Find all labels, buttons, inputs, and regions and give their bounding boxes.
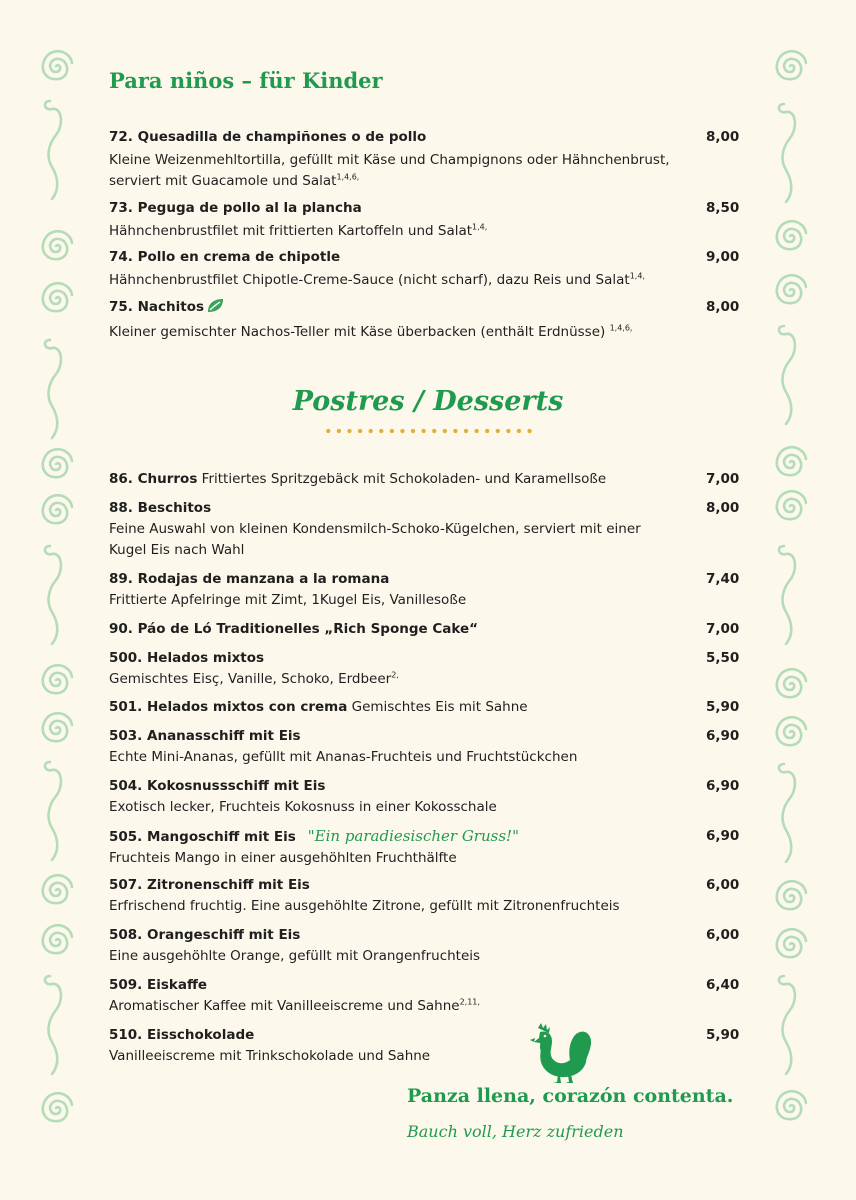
item-tagline: "Ein paradiesischer Gruss!" bbox=[307, 827, 519, 845]
item-name: 503. Ananasschiff mit Eis bbox=[109, 728, 301, 744]
item-name: 509. Eiskaffe bbox=[109, 977, 208, 993]
item-price: 5,50 bbox=[706, 650, 740, 666]
menu-item bbox=[109, 469, 739, 489]
item-description: Frittiertes Spritzgebäck mit Schokoladen- und Karamellsoße bbox=[197, 471, 607, 487]
menu-item bbox=[109, 648, 739, 690]
item-price: 7,40 bbox=[706, 571, 740, 587]
item-price: 8,00 bbox=[706, 500, 740, 516]
item-description: Kleiner gemischter Nachos-Teller mit Käse überbacken (enthält Erdnüsse) bbox=[109, 324, 610, 340]
item-description: Gemischtes Eisç, Vanille, Schoko, Erdbeer bbox=[109, 671, 392, 687]
item-price: 6,40 bbox=[706, 977, 740, 993]
desserts-section-title: Postres / Desserts bbox=[292, 386, 564, 417]
menu-item bbox=[109, 875, 739, 917]
allergen-codes: 2,11, bbox=[459, 997, 480, 1007]
item-price: 5,90 bbox=[706, 1027, 740, 1043]
item-description: Hähnchenbrustfilet mit frittierten Kartoffeln und Salat bbox=[109, 223, 473, 239]
item-name: 504. Kokosnussschiff mit Eis bbox=[109, 778, 326, 794]
footer-slogan: Panza llena, corazón contenta. bbox=[407, 1085, 734, 1107]
menu-item bbox=[109, 247, 739, 291]
rooster-icon bbox=[528, 1022, 594, 1088]
item-description: Frittierte Apfelringe mit Zimt, 1Kugel Eis, Vanillesoße bbox=[109, 592, 467, 608]
menu-item bbox=[109, 826, 739, 869]
item-description: Fruchteis Mango in einer ausgehöhlten Fruchthälfte bbox=[109, 850, 457, 866]
item-price: 8,50 bbox=[706, 200, 740, 216]
allergen-codes: 1,4,6, bbox=[609, 323, 633, 333]
menu-item bbox=[109, 198, 739, 242]
allergen-codes: 1,4,6, bbox=[336, 172, 360, 182]
title-dot-divider bbox=[323, 428, 535, 434]
right-border-decoration bbox=[770, 0, 818, 1200]
menu-item bbox=[109, 569, 739, 611]
item-price: 8,00 bbox=[706, 129, 740, 145]
menu-item bbox=[109, 776, 739, 818]
footer-slogan-subtitle: Bauch voll, Herz zufrieden bbox=[407, 1122, 624, 1141]
item-description: Eine ausgehöhlte Orange, gefüllt mit Orangenfruchteis bbox=[109, 948, 481, 964]
item-price: 8,00 bbox=[706, 299, 740, 315]
item-price: 7,00 bbox=[706, 471, 740, 487]
item-name: 500. Helados mixtos bbox=[109, 650, 265, 666]
menu-item bbox=[109, 297, 739, 343]
item-price: 6,00 bbox=[706, 927, 740, 943]
item-description: Gemischtes Eis mit Sahne bbox=[347, 699, 528, 715]
item-name: 510. Eisschokolade bbox=[109, 1027, 255, 1043]
menu-item bbox=[109, 925, 739, 967]
item-description: Feine Auswahl von kleinen Kondensmilch-Schoko-Kügelchen, serviert mit einer Kugel Eis nach Wahl bbox=[109, 521, 641, 558]
item-description: Echte Mini-Ananas, gefüllt mit Ananas-Fruchteis und Fruchtstückchen bbox=[109, 749, 578, 765]
item-price: 9,00 bbox=[706, 249, 740, 265]
kids-section-title: Para niños – für Kinder bbox=[109, 68, 383, 93]
left-border-decoration bbox=[36, 0, 84, 1200]
item-name: 505. Mangoschiff mit Eis bbox=[109, 829, 296, 845]
menu-item bbox=[109, 1025, 739, 1067]
item-description: Kleine Weizenmehltortilla, gefüllt mit Käse und Champignons oder Hähnchenbrust, serviert mit Guacamole und Salat bbox=[109, 152, 670, 189]
item-name: 88. Beschitos bbox=[109, 500, 212, 516]
item-description: Exotisch lecker, Fruchteis Kokosnuss in einer Kokosschale bbox=[109, 799, 497, 815]
vegetarian-leaf-icon bbox=[207, 298, 224, 319]
menu-item bbox=[109, 498, 739, 561]
menu-item bbox=[109, 697, 739, 717]
item-name: 74. Pollo en crema de chipotle bbox=[109, 249, 341, 265]
item-name: 507. Zitronenschiff mit Eis bbox=[109, 877, 310, 893]
item-price: 7,00 bbox=[706, 621, 740, 637]
item-name: 90. Páo de Ló Traditionelles „Rich Sponge Cake“ bbox=[109, 621, 479, 637]
item-price: 6,90 bbox=[706, 828, 740, 844]
item-name: 508. Orangeschiff mit Eis bbox=[109, 927, 301, 943]
item-description: Vanilleeiscreme mit Trinkschokolade und Sahne bbox=[109, 1048, 431, 1064]
allergen-codes: 1,4, bbox=[472, 222, 488, 232]
item-description: Hähnchenbrustfilet Chipotle-Creme-Sauce (nicht scharf), dazu Reis und Salat bbox=[109, 272, 630, 288]
item-price: 5,90 bbox=[706, 699, 740, 715]
item-name: 72. Quesadilla de champiñones o de pollo bbox=[109, 129, 427, 145]
item-price: 6,90 bbox=[706, 778, 740, 794]
item-name: 501. Helados mixtos con crema bbox=[109, 699, 348, 715]
allergen-codes: 1,4, bbox=[629, 271, 645, 281]
menu-item bbox=[109, 726, 739, 768]
menu-item bbox=[109, 127, 739, 192]
menu-item bbox=[109, 975, 739, 1017]
item-name: 75. Nachitos bbox=[109, 299, 205, 315]
item-name: 73. Peguga de pollo al la plancha bbox=[109, 200, 362, 216]
allergen-codes: 2, bbox=[391, 670, 399, 680]
item-description: Aromatischer Kaffee mit Vanilleeiscreme und Sahne bbox=[109, 998, 460, 1014]
item-name: 89. Rodajas de manzana a la romana bbox=[109, 571, 390, 587]
item-description: Erfrischend fruchtig. Eine ausgehöhlte Zitrone, gefüllt mit Zitronenfruchteis bbox=[109, 898, 620, 914]
item-price: 6,90 bbox=[706, 728, 740, 744]
item-name: 86. Churros bbox=[109, 471, 198, 487]
item-price: 6,00 bbox=[706, 877, 740, 893]
menu-item bbox=[109, 619, 739, 639]
